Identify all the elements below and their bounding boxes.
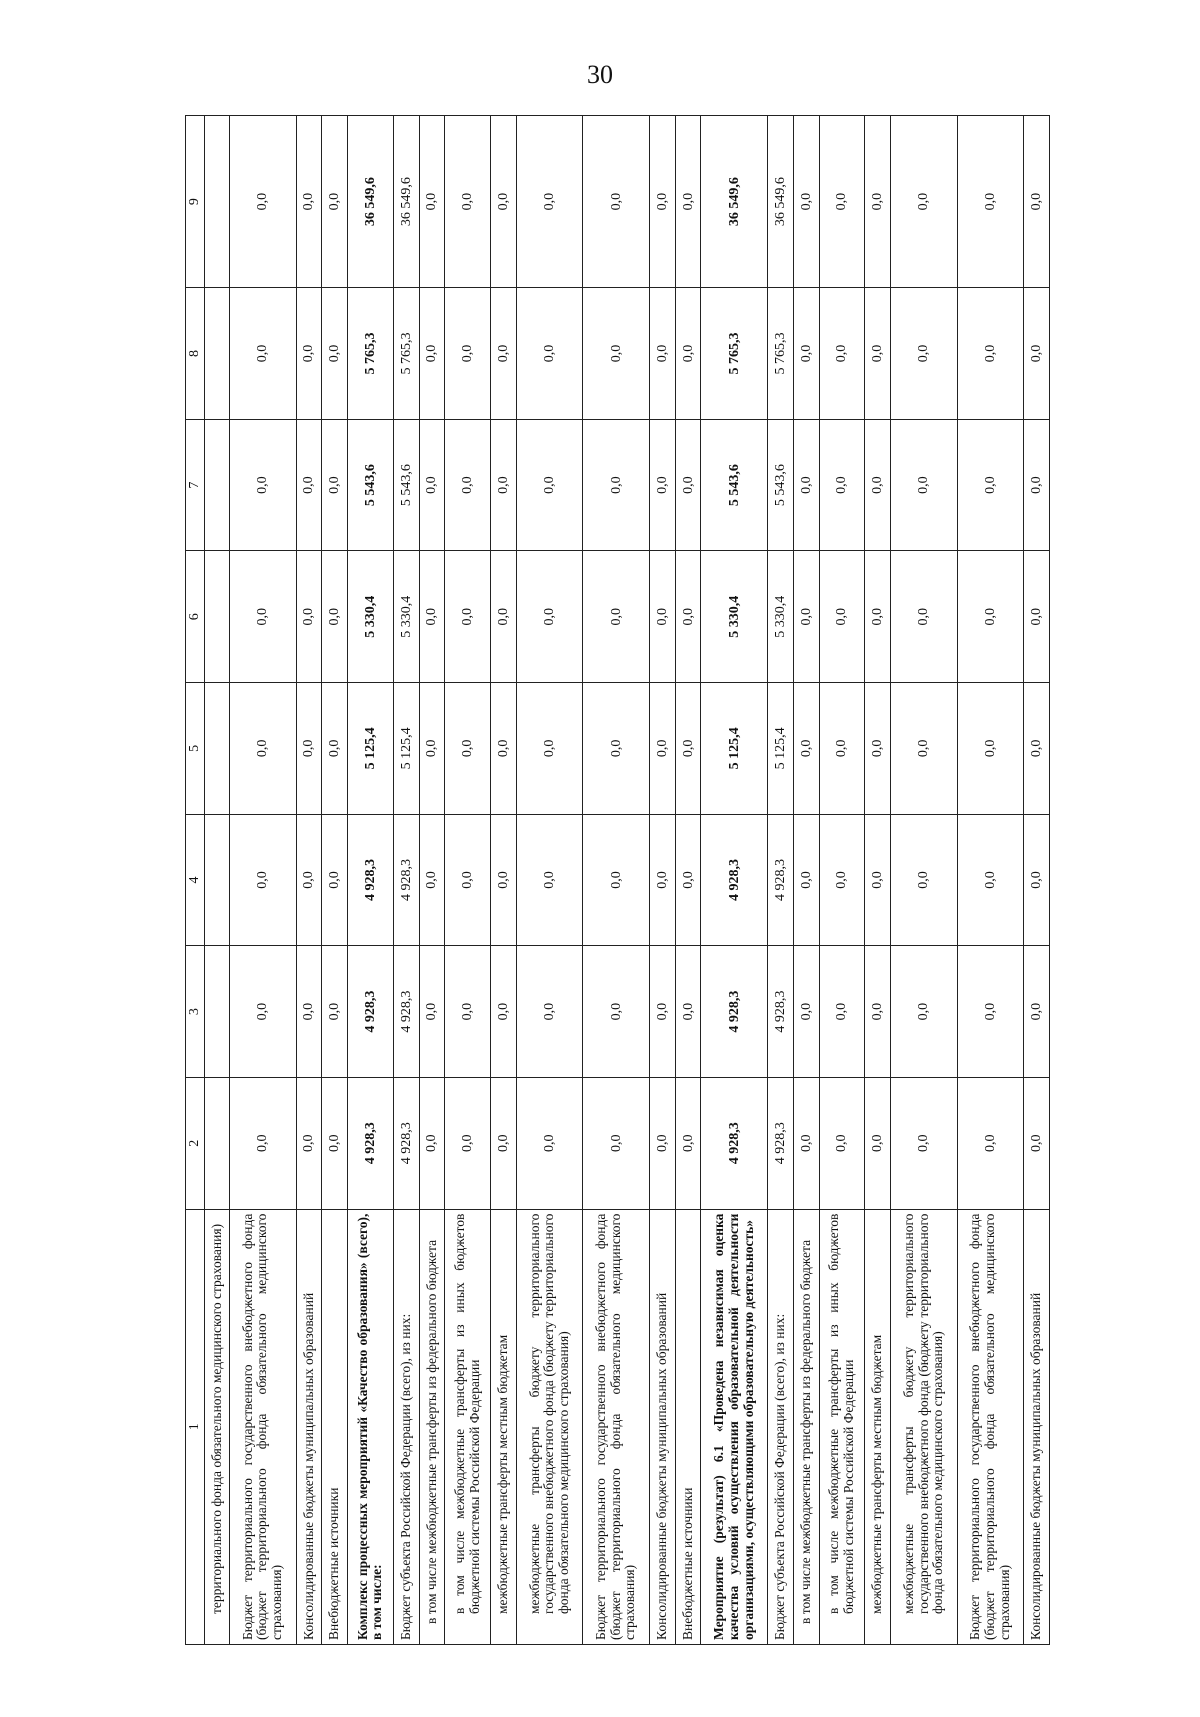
table-row bbox=[205, 116, 230, 1645]
table-row bbox=[767, 116, 793, 1645]
table-row bbox=[322, 116, 348, 1645]
row-value-col-3: 0,0 bbox=[793, 946, 819, 1078]
row-value-col-9: 0,0 bbox=[819, 116, 865, 288]
row-value-col-3: 4 928,3 bbox=[701, 946, 768, 1078]
row-value-col-4: 0,0 bbox=[296, 814, 322, 946]
row-value-col-4: 0,0 bbox=[819, 814, 865, 946]
row-value-col-3: 0,0 bbox=[1024, 946, 1050, 1078]
row-value-col-5: 0,0 bbox=[583, 683, 650, 815]
row-value-col-7: 5 543,6 bbox=[393, 419, 419, 551]
row-value-col-6: 5 330,4 bbox=[767, 551, 793, 683]
row-label: территориального фонда обязательного медицинского страхования) bbox=[205, 1209, 230, 1644]
row-value-col-5: 0,0 bbox=[891, 683, 958, 815]
row-value-col-8: 0,0 bbox=[675, 288, 701, 420]
row-label: Комплекс процессных мероприятий «Качество образования» (всего), в том числе: bbox=[348, 1209, 394, 1644]
row-value-col-2: 0,0 bbox=[1024, 1077, 1050, 1209]
row-value-col-3: 0,0 bbox=[445, 946, 491, 1078]
table-row bbox=[793, 116, 819, 1645]
table-row bbox=[491, 116, 517, 1645]
row-value-col-5: 5 125,4 bbox=[767, 683, 793, 815]
row-label: в том числе межбюджетные трансферты из федерального бюджета bbox=[419, 1209, 445, 1644]
row-value-col-2: 0,0 bbox=[419, 1077, 445, 1209]
row-value-col-9: 0,0 bbox=[322, 116, 348, 288]
row-value-col-4: 4 928,3 bbox=[767, 814, 793, 946]
row-value-col-6: 0,0 bbox=[793, 551, 819, 683]
row-value-col-7: 0,0 bbox=[296, 419, 322, 551]
row-value-col-9 bbox=[205, 116, 230, 288]
row-value-col-6: 0,0 bbox=[649, 551, 675, 683]
row-value-col-4: 4 928,3 bbox=[701, 814, 768, 946]
row-value-col-9: 0,0 bbox=[793, 116, 819, 288]
row-value-col-8: 5 765,3 bbox=[701, 288, 768, 420]
row-value-col-8: 0,0 bbox=[1024, 288, 1050, 420]
row-value-col-3: 0,0 bbox=[419, 946, 445, 1078]
row-value-col-8: 0,0 bbox=[649, 288, 675, 420]
row-value-col-9: 0,0 bbox=[296, 116, 322, 288]
row-value-col-5: 0,0 bbox=[491, 683, 517, 815]
row-value-col-8: 0,0 bbox=[322, 288, 348, 420]
row-value-col-9: 0,0 bbox=[891, 116, 958, 288]
row-value-col-8 bbox=[205, 288, 230, 420]
row-value-col-6: 0,0 bbox=[1024, 551, 1050, 683]
row-value-col-5: 0,0 bbox=[445, 683, 491, 815]
row-value-col-2: 0,0 bbox=[675, 1077, 701, 1209]
row-value-col-3: 0,0 bbox=[230, 946, 297, 1078]
row-value-col-2: 0,0 bbox=[322, 1077, 348, 1209]
row-value-col-5: 0,0 bbox=[516, 683, 583, 815]
row-value-col-7: 0,0 bbox=[865, 419, 891, 551]
row-value-col-6: 0,0 bbox=[675, 551, 701, 683]
column-header-9: 9 bbox=[186, 116, 205, 288]
row-value-col-7: 5 543,6 bbox=[348, 419, 394, 551]
row-value-col-6: 0,0 bbox=[516, 551, 583, 683]
row-value-col-4: 0,0 bbox=[491, 814, 517, 946]
row-value-col-2: 0,0 bbox=[793, 1077, 819, 1209]
row-value-col-2: 0,0 bbox=[491, 1077, 517, 1209]
row-value-col-6: 0,0 bbox=[819, 551, 865, 683]
row-value-col-5: 0,0 bbox=[865, 683, 891, 815]
row-value-col-9: 0,0 bbox=[865, 116, 891, 288]
row-value-col-7: 0,0 bbox=[1024, 419, 1050, 551]
row-value-col-6: 0,0 bbox=[322, 551, 348, 683]
row-label: межбюджетные трансферты местным бюджетам bbox=[865, 1209, 891, 1644]
row-value-col-3: 4 928,3 bbox=[348, 946, 394, 1078]
row-value-col-5: 0,0 bbox=[793, 683, 819, 815]
row-value-col-6: 5 330,4 bbox=[701, 551, 768, 683]
row-value-col-4: 0,0 bbox=[649, 814, 675, 946]
column-header-3: 3 bbox=[186, 946, 205, 1078]
row-value-col-2: 0,0 bbox=[230, 1077, 297, 1209]
row-value-col-9: 0,0 bbox=[516, 116, 583, 288]
table-row bbox=[348, 116, 394, 1645]
row-value-col-7: 0,0 bbox=[516, 419, 583, 551]
row-value-col-8: 0,0 bbox=[516, 288, 583, 420]
row-value-col-7: 0,0 bbox=[793, 419, 819, 551]
row-value-col-4: 4 928,3 bbox=[393, 814, 419, 946]
table-row bbox=[957, 116, 1024, 1645]
row-value-col-3: 0,0 bbox=[491, 946, 517, 1078]
table-row bbox=[701, 116, 768, 1645]
row-value-col-6: 0,0 bbox=[865, 551, 891, 683]
column-header-8: 8 bbox=[186, 288, 205, 420]
row-value-col-4: 0,0 bbox=[957, 814, 1024, 946]
row-value-col-5: 5 125,4 bbox=[348, 683, 394, 815]
row-value-col-4: 4 928,3 bbox=[348, 814, 394, 946]
row-value-col-6: 5 330,4 bbox=[393, 551, 419, 683]
row-value-col-6: 0,0 bbox=[491, 551, 517, 683]
row-value-col-9: 36 549,6 bbox=[701, 116, 768, 288]
column-header-2: 2 bbox=[186, 1077, 205, 1209]
row-value-col-8: 5 765,3 bbox=[767, 288, 793, 420]
row-value-col-3: 0,0 bbox=[957, 946, 1024, 1078]
row-value-col-5: 0,0 bbox=[819, 683, 865, 815]
row-value-col-3: 4 928,3 bbox=[767, 946, 793, 1078]
row-value-col-4: 0,0 bbox=[865, 814, 891, 946]
row-value-col-9: 0,0 bbox=[583, 116, 650, 288]
row-value-col-2: 0,0 bbox=[296, 1077, 322, 1209]
table-row bbox=[1024, 116, 1050, 1645]
row-value-col-6: 5 330,4 bbox=[348, 551, 394, 683]
row-value-col-4: 0,0 bbox=[793, 814, 819, 946]
row-value-col-8: 0,0 bbox=[865, 288, 891, 420]
row-value-col-3: 0,0 bbox=[583, 946, 650, 1078]
row-label: Консолидированные бюджеты муниципальных образований bbox=[649, 1209, 675, 1644]
row-value-col-2: 0,0 bbox=[516, 1077, 583, 1209]
row-value-col-8: 0,0 bbox=[419, 288, 445, 420]
row-label: межбюджетные трансферты бюджету территориального государственного внебюджетного фонда (бюджету территориального фонда обязательного медицинского страхования) bbox=[516, 1209, 583, 1644]
row-value-col-5: 0,0 bbox=[957, 683, 1024, 815]
row-label: Консолидированные бюджеты муниципальных образований bbox=[1024, 1209, 1050, 1644]
column-header-6: 6 bbox=[186, 551, 205, 683]
row-value-col-2: 0,0 bbox=[445, 1077, 491, 1209]
row-value-col-3: 0,0 bbox=[322, 946, 348, 1078]
row-value-col-4: 0,0 bbox=[445, 814, 491, 946]
row-value-col-8: 0,0 bbox=[957, 288, 1024, 420]
row-value-col-9: 36 549,6 bbox=[393, 116, 419, 288]
row-value-col-2: 0,0 bbox=[649, 1077, 675, 1209]
row-value-col-9: 0,0 bbox=[649, 116, 675, 288]
row-value-col-5: 0,0 bbox=[230, 683, 297, 815]
table-row bbox=[891, 116, 958, 1645]
rotated-table-container bbox=[185, 115, 1050, 1645]
column-header-1: 1 bbox=[186, 1209, 205, 1644]
row-value-col-7: 0,0 bbox=[957, 419, 1024, 551]
row-label: Бюджет субъекта Российской Федерации (всего), из них: bbox=[393, 1209, 419, 1644]
budget-table bbox=[185, 115, 1050, 1645]
row-value-col-9: 0,0 bbox=[230, 116, 297, 288]
column-header-5: 5 bbox=[186, 683, 205, 815]
row-value-col-4: 0,0 bbox=[1024, 814, 1050, 946]
row-value-col-6: 0,0 bbox=[583, 551, 650, 683]
table-row bbox=[393, 116, 419, 1645]
row-value-col-3: 0,0 bbox=[516, 946, 583, 1078]
row-value-col-2: 4 928,3 bbox=[393, 1077, 419, 1209]
row-value-col-9: 0,0 bbox=[445, 116, 491, 288]
row-value-col-4: 0,0 bbox=[583, 814, 650, 946]
row-value-col-8: 0,0 bbox=[491, 288, 517, 420]
row-value-col-2: 0,0 bbox=[957, 1077, 1024, 1209]
row-label: Бюджет территориального государственного внебюджетного фонда (бюджет территориального фонда обязательного медицинского страхования) bbox=[583, 1209, 650, 1644]
row-value-col-3: 0,0 bbox=[891, 946, 958, 1078]
row-value-col-7: 0,0 bbox=[583, 419, 650, 551]
row-value-col-7: 0,0 bbox=[649, 419, 675, 551]
row-label: Внебюджетные источники bbox=[322, 1209, 348, 1644]
row-label: межбюджетные трансферты бюджету территориального государственного внебюджетного фонда (бюджету территориального фонда обязательного медицинского страхования) bbox=[891, 1209, 958, 1644]
row-value-col-8: 0,0 bbox=[296, 288, 322, 420]
row-value-col-7 bbox=[205, 419, 230, 551]
row-value-col-8: 0,0 bbox=[891, 288, 958, 420]
row-value-col-6: 0,0 bbox=[445, 551, 491, 683]
table-row bbox=[419, 116, 445, 1645]
row-value-col-9: 36 549,6 bbox=[348, 116, 394, 288]
row-value-col-2: 0,0 bbox=[891, 1077, 958, 1209]
row-label: Мероприятие (результат) 6.1 «Проведена независимая оценка качества условий осуществления образовательной деятельности организациями, осуществляющими образовательную деятельность» bbox=[701, 1209, 768, 1644]
row-value-col-9: 36 549,6 bbox=[767, 116, 793, 288]
row-value-col-3: 0,0 bbox=[296, 946, 322, 1078]
table-row bbox=[230, 116, 297, 1645]
row-value-col-4: 0,0 bbox=[891, 814, 958, 946]
row-label: Бюджет субъекта Российской Федерации (всего), из них: bbox=[767, 1209, 793, 1644]
row-value-col-6: 0,0 bbox=[230, 551, 297, 683]
table-body bbox=[205, 116, 1050, 1645]
row-label: межбюджетные трансферты местным бюджетам bbox=[491, 1209, 517, 1644]
table-row bbox=[649, 116, 675, 1645]
row-value-col-4 bbox=[205, 814, 230, 946]
row-value-col-2: 4 928,3 bbox=[767, 1077, 793, 1209]
row-value-col-5 bbox=[205, 683, 230, 815]
table-row bbox=[583, 116, 650, 1645]
row-value-col-5: 0,0 bbox=[419, 683, 445, 815]
row-value-col-7: 0,0 bbox=[445, 419, 491, 551]
row-label: Бюджет территориального государственного внебюджетного фонда (бюджет территориального фонда обязательного медицинского страхования) bbox=[957, 1209, 1024, 1644]
column-header-7: 7 bbox=[186, 419, 205, 551]
table-row bbox=[516, 116, 583, 1645]
row-value-col-8: 0,0 bbox=[793, 288, 819, 420]
row-value-col-3: 0,0 bbox=[649, 946, 675, 1078]
column-header-4: 4 bbox=[186, 814, 205, 946]
row-value-col-9: 0,0 bbox=[491, 116, 517, 288]
row-value-col-4: 0,0 bbox=[322, 814, 348, 946]
table-row bbox=[865, 116, 891, 1645]
row-value-col-9: 0,0 bbox=[1024, 116, 1050, 288]
row-value-col-7: 0,0 bbox=[819, 419, 865, 551]
row-value-col-3: 0,0 bbox=[865, 946, 891, 1078]
row-value-col-6: 0,0 bbox=[419, 551, 445, 683]
row-value-col-7: 0,0 bbox=[491, 419, 517, 551]
row-value-col-7: 5 543,6 bbox=[767, 419, 793, 551]
row-value-col-6: 0,0 bbox=[891, 551, 958, 683]
header-row bbox=[186, 116, 205, 1645]
row-value-col-4: 0,0 bbox=[675, 814, 701, 946]
row-value-col-2: 0,0 bbox=[865, 1077, 891, 1209]
row-value-col-8: 5 765,3 bbox=[348, 288, 394, 420]
row-value-col-3 bbox=[205, 946, 230, 1078]
row-label: Бюджет территориального государственного внебюджетного фонда (бюджет территориального фонда обязательного медицинского страхования) bbox=[230, 1209, 297, 1644]
row-value-col-2 bbox=[205, 1077, 230, 1209]
row-label: Внебюджетные источники bbox=[675, 1209, 701, 1644]
table-row bbox=[819, 116, 865, 1645]
row-label: в том числе межбюджетные трансферты из федерального бюджета bbox=[793, 1209, 819, 1644]
row-value-col-9: 0,0 bbox=[675, 116, 701, 288]
row-value-col-6 bbox=[205, 551, 230, 683]
row-value-col-5: 0,0 bbox=[675, 683, 701, 815]
row-value-col-3: 0,0 bbox=[819, 946, 865, 1078]
table-row bbox=[445, 116, 491, 1645]
row-label: в том числе межбюджетные трансферты из иных бюджетов бюджетной системы Российской Федерации bbox=[445, 1209, 491, 1644]
row-value-col-5: 0,0 bbox=[322, 683, 348, 815]
row-value-col-7: 0,0 bbox=[322, 419, 348, 551]
row-value-col-5: 5 125,4 bbox=[701, 683, 768, 815]
row-value-col-7: 0,0 bbox=[419, 419, 445, 551]
row-value-col-8: 0,0 bbox=[583, 288, 650, 420]
table-row bbox=[296, 116, 322, 1645]
row-value-col-7: 0,0 bbox=[230, 419, 297, 551]
page-number: 30 bbox=[587, 60, 613, 89]
row-value-col-5: 5 125,4 bbox=[393, 683, 419, 815]
row-value-col-4: 0,0 bbox=[516, 814, 583, 946]
row-value-col-8: 0,0 bbox=[819, 288, 865, 420]
row-value-col-2: 4 928,3 bbox=[348, 1077, 394, 1209]
row-value-col-5: 0,0 bbox=[296, 683, 322, 815]
row-value-col-8: 0,0 bbox=[445, 288, 491, 420]
row-label: Консолидированные бюджеты муниципальных образований bbox=[296, 1209, 322, 1644]
row-value-col-3: 4 928,3 bbox=[393, 946, 419, 1078]
row-value-col-9: 0,0 bbox=[957, 116, 1024, 288]
row-value-col-8: 5 765,3 bbox=[393, 288, 419, 420]
row-value-col-7: 0,0 bbox=[675, 419, 701, 551]
row-value-col-5: 0,0 bbox=[649, 683, 675, 815]
row-label: в том числе межбюджетные трансферты из иных бюджетов бюджетной системы Российской Федерации bbox=[819, 1209, 865, 1644]
row-value-col-2: 0,0 bbox=[819, 1077, 865, 1209]
row-value-col-3: 0,0 bbox=[675, 946, 701, 1078]
row-value-col-2: 0,0 bbox=[583, 1077, 650, 1209]
row-value-col-6: 0,0 bbox=[957, 551, 1024, 683]
row-value-col-9: 0,0 bbox=[419, 116, 445, 288]
row-value-col-2: 4 928,3 bbox=[701, 1077, 768, 1209]
row-value-col-4: 0,0 bbox=[419, 814, 445, 946]
row-value-col-7: 0,0 bbox=[891, 419, 958, 551]
row-value-col-7: 5 543,6 bbox=[701, 419, 768, 551]
table-row bbox=[675, 116, 701, 1645]
row-value-col-8: 0,0 bbox=[230, 288, 297, 420]
row-value-col-4: 0,0 bbox=[230, 814, 297, 946]
row-value-col-6: 0,0 bbox=[296, 551, 322, 683]
row-value-col-5: 0,0 bbox=[1024, 683, 1050, 815]
